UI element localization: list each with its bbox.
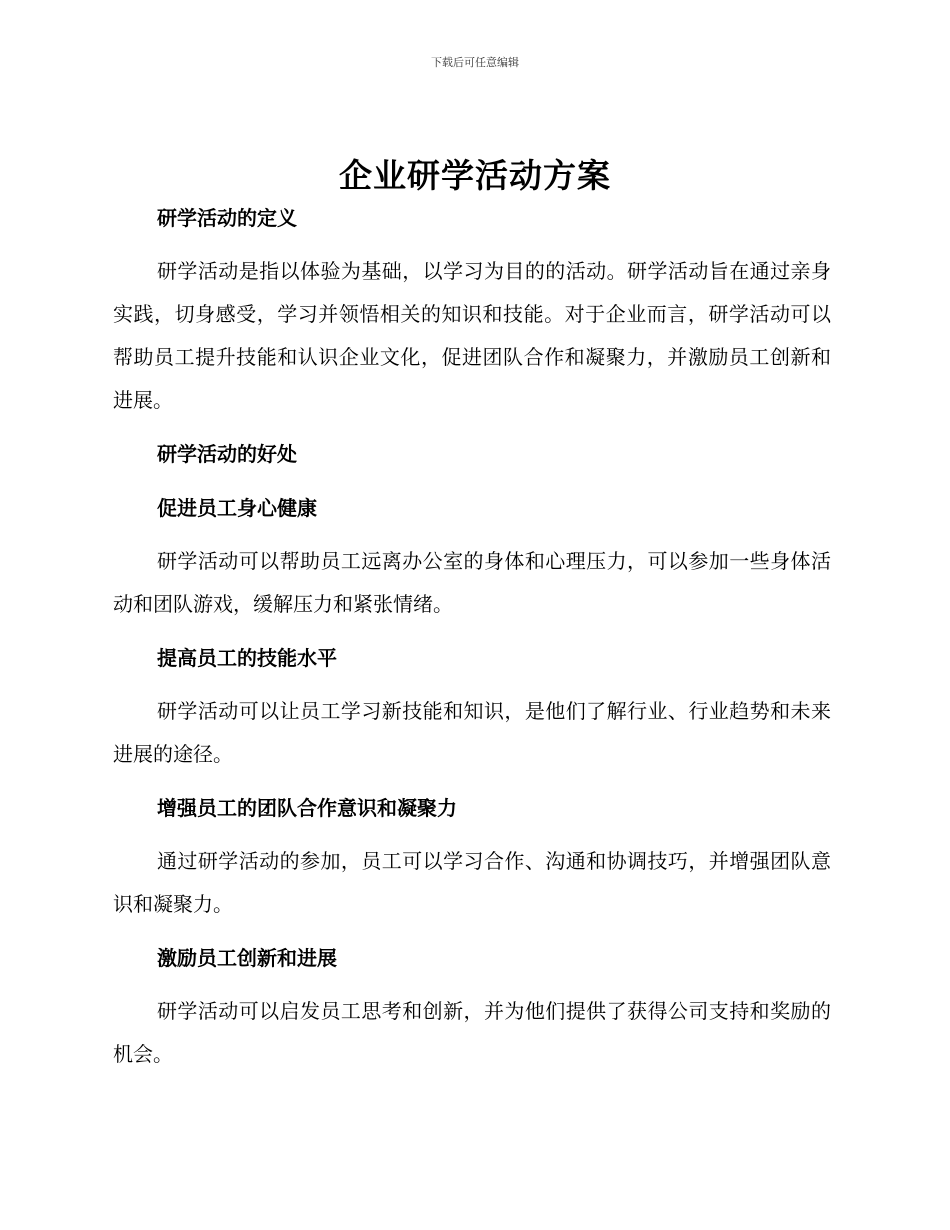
paragraph-innovation: 研学活动可以启发员工思考和创新，并为他们提供了获得公司支持和奖励的机会。 bbox=[113, 999, 831, 1066]
header-note: 下载后可任意编辑 bbox=[431, 56, 519, 69]
paragraph-definition: 研学活动是指以体验为基础，以学习为目的的活动。研学活动旨在通过亲身实践，切身感受，学习并领悟相关的知识和技能。对于企业而言，研学活动可以帮助员工提升技能和认识企业文化，促进团队合作和凝聚力，并激励员工创新和进展。 bbox=[113, 259, 831, 412]
subheading-skills: 提高员工的技能水平 bbox=[157, 646, 337, 670]
paragraph-health: 研学活动可以帮助员工远离办公室的身体和心理压力，可以参加一些身体活动和团队游戏，缓解压力和紧张情绪。 bbox=[113, 549, 831, 616]
subheading-innovation: 激励员工创新和进展 bbox=[157, 946, 337, 970]
section-heading-definition: 研学活动的定义 bbox=[157, 206, 297, 230]
subheading-team: 增强员工的团队合作意识和凝聚力 bbox=[157, 796, 457, 820]
paragraph-skills: 研学活动可以让员工学习新技能和知识，是他们了解行业、行业趋势和未来进展的途径。 bbox=[113, 699, 831, 766]
document-body bbox=[113, 196, 831, 1086]
subheading-health: 促进员工身心健康 bbox=[157, 496, 317, 520]
paragraph-team: 通过研学活动的参加，员工可以学习合作、沟通和协调技巧，并增强团队意识和凝聚力。 bbox=[113, 849, 831, 916]
section-heading-benefits: 研学活动的好处 bbox=[157, 442, 297, 466]
page-title: 企业研学活动方案 bbox=[339, 156, 611, 195]
